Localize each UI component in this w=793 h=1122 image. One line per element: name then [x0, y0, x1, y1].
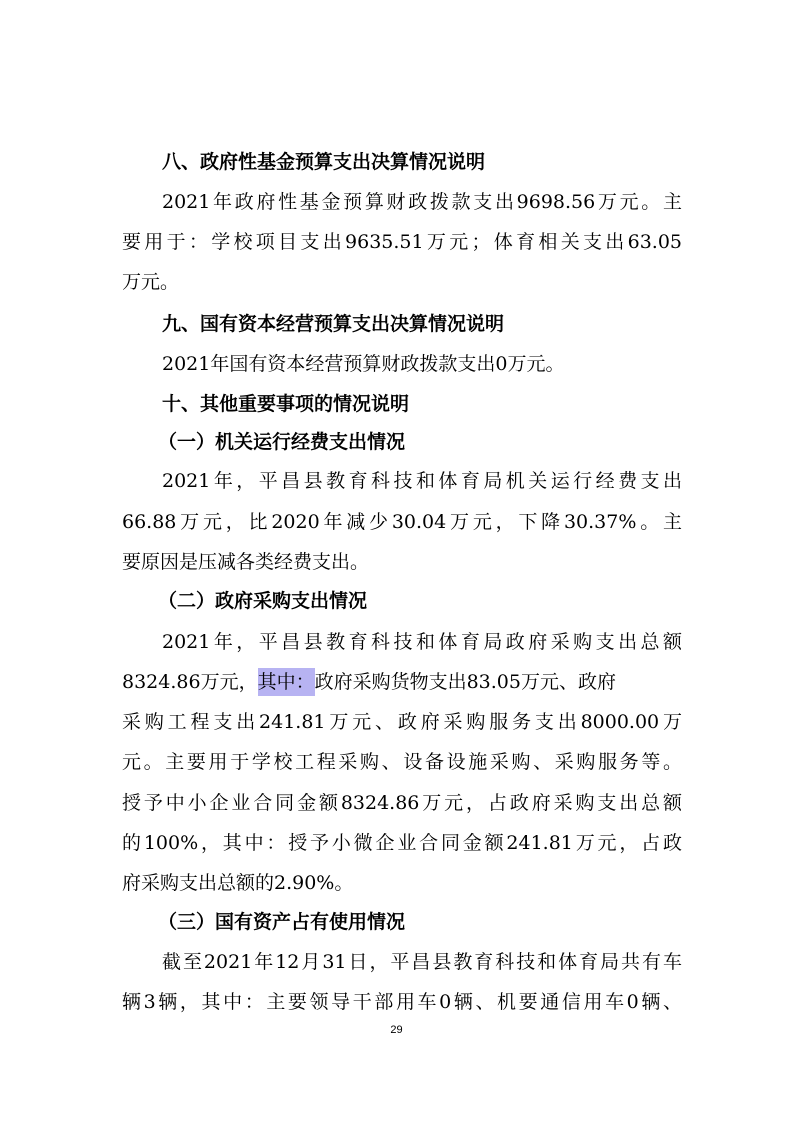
- subsection-2-heading: （二）政府采购支出情况: [158, 590, 368, 612]
- page-number: 29: [390, 1024, 403, 1036]
- text-after-highlight: 政府采购货物支出83.05万元、政府: [314, 671, 616, 693]
- text-selection-highlight[interactable]: 其中：: [258, 668, 315, 696]
- subsection-2-paragraph-line: [122, 668, 682, 696]
- subsection-3-heading: （三）国有资产占有使用情况: [158, 911, 406, 933]
- subsection-1-paragraph-line: 66.88万元，比2020年减少30.04万元，下降30.37%。主: [122, 511, 682, 533]
- subsection-2-paragraph-line: 元。主要用于学校工程采购、设备设施采购、采购服务等。: [122, 751, 682, 773]
- subsection-1-paragraph-line: 2021年，平昌县教育科技和体育局机关运行经费支出: [162, 470, 682, 492]
- subsection-3-paragraph-line: 辆3辆，其中：主要领导干部用车0辆、机要通信用车0辆、: [122, 991, 682, 1013]
- subsection-3-paragraph-line: 截至2021年12月31日，平昌县教育科技和体育局共有车: [162, 951, 682, 973]
- subsection-2-paragraph-line: 2021年，平昌县教育科技和体育局政府采购支出总额: [162, 631, 682, 653]
- section-8-paragraph-line: 万元。: [122, 271, 180, 293]
- subsection-2-paragraph-line: 的100%，其中：授予小微企业合同金额241.81万元，占政: [122, 832, 682, 854]
- subsection-1-heading: （一）机关运行经费支出情况: [158, 431, 406, 453]
- section-9-paragraph-line: 2021年国有资本经营预算财政拨款支出0万元。: [162, 353, 565, 375]
- section-9-heading: 九、国有资本经营预算支出决算情况说明: [162, 313, 505, 335]
- section-8-paragraph-line: 要用于：学校项目支出9635.51万元；体育相关支出63.05: [122, 231, 682, 253]
- subsection-1-paragraph-line: 要原因是压减各类经费支出。: [122, 551, 370, 573]
- amount-text: 8324.86万元，: [122, 671, 258, 693]
- section-8-paragraph-line: 2021年政府性基金预算财政拨款支出9698.56万元。主: [162, 191, 682, 213]
- subsection-2-paragraph-line: 采购工程支出241.81万元、政府采购服务支出8000.00万: [122, 711, 682, 733]
- subsection-2-paragraph-line: 府采购支出总额的2.90%。: [122, 872, 354, 894]
- subsection-2-paragraph-line: 授予中小企业合同金额8324.86万元，占政府采购支出总额: [122, 792, 682, 814]
- section-8-heading: 八、政府性基金预算支出决算情况说明: [162, 151, 486, 173]
- section-10-heading: 十、其他重要事项的情况说明: [162, 393, 410, 415]
